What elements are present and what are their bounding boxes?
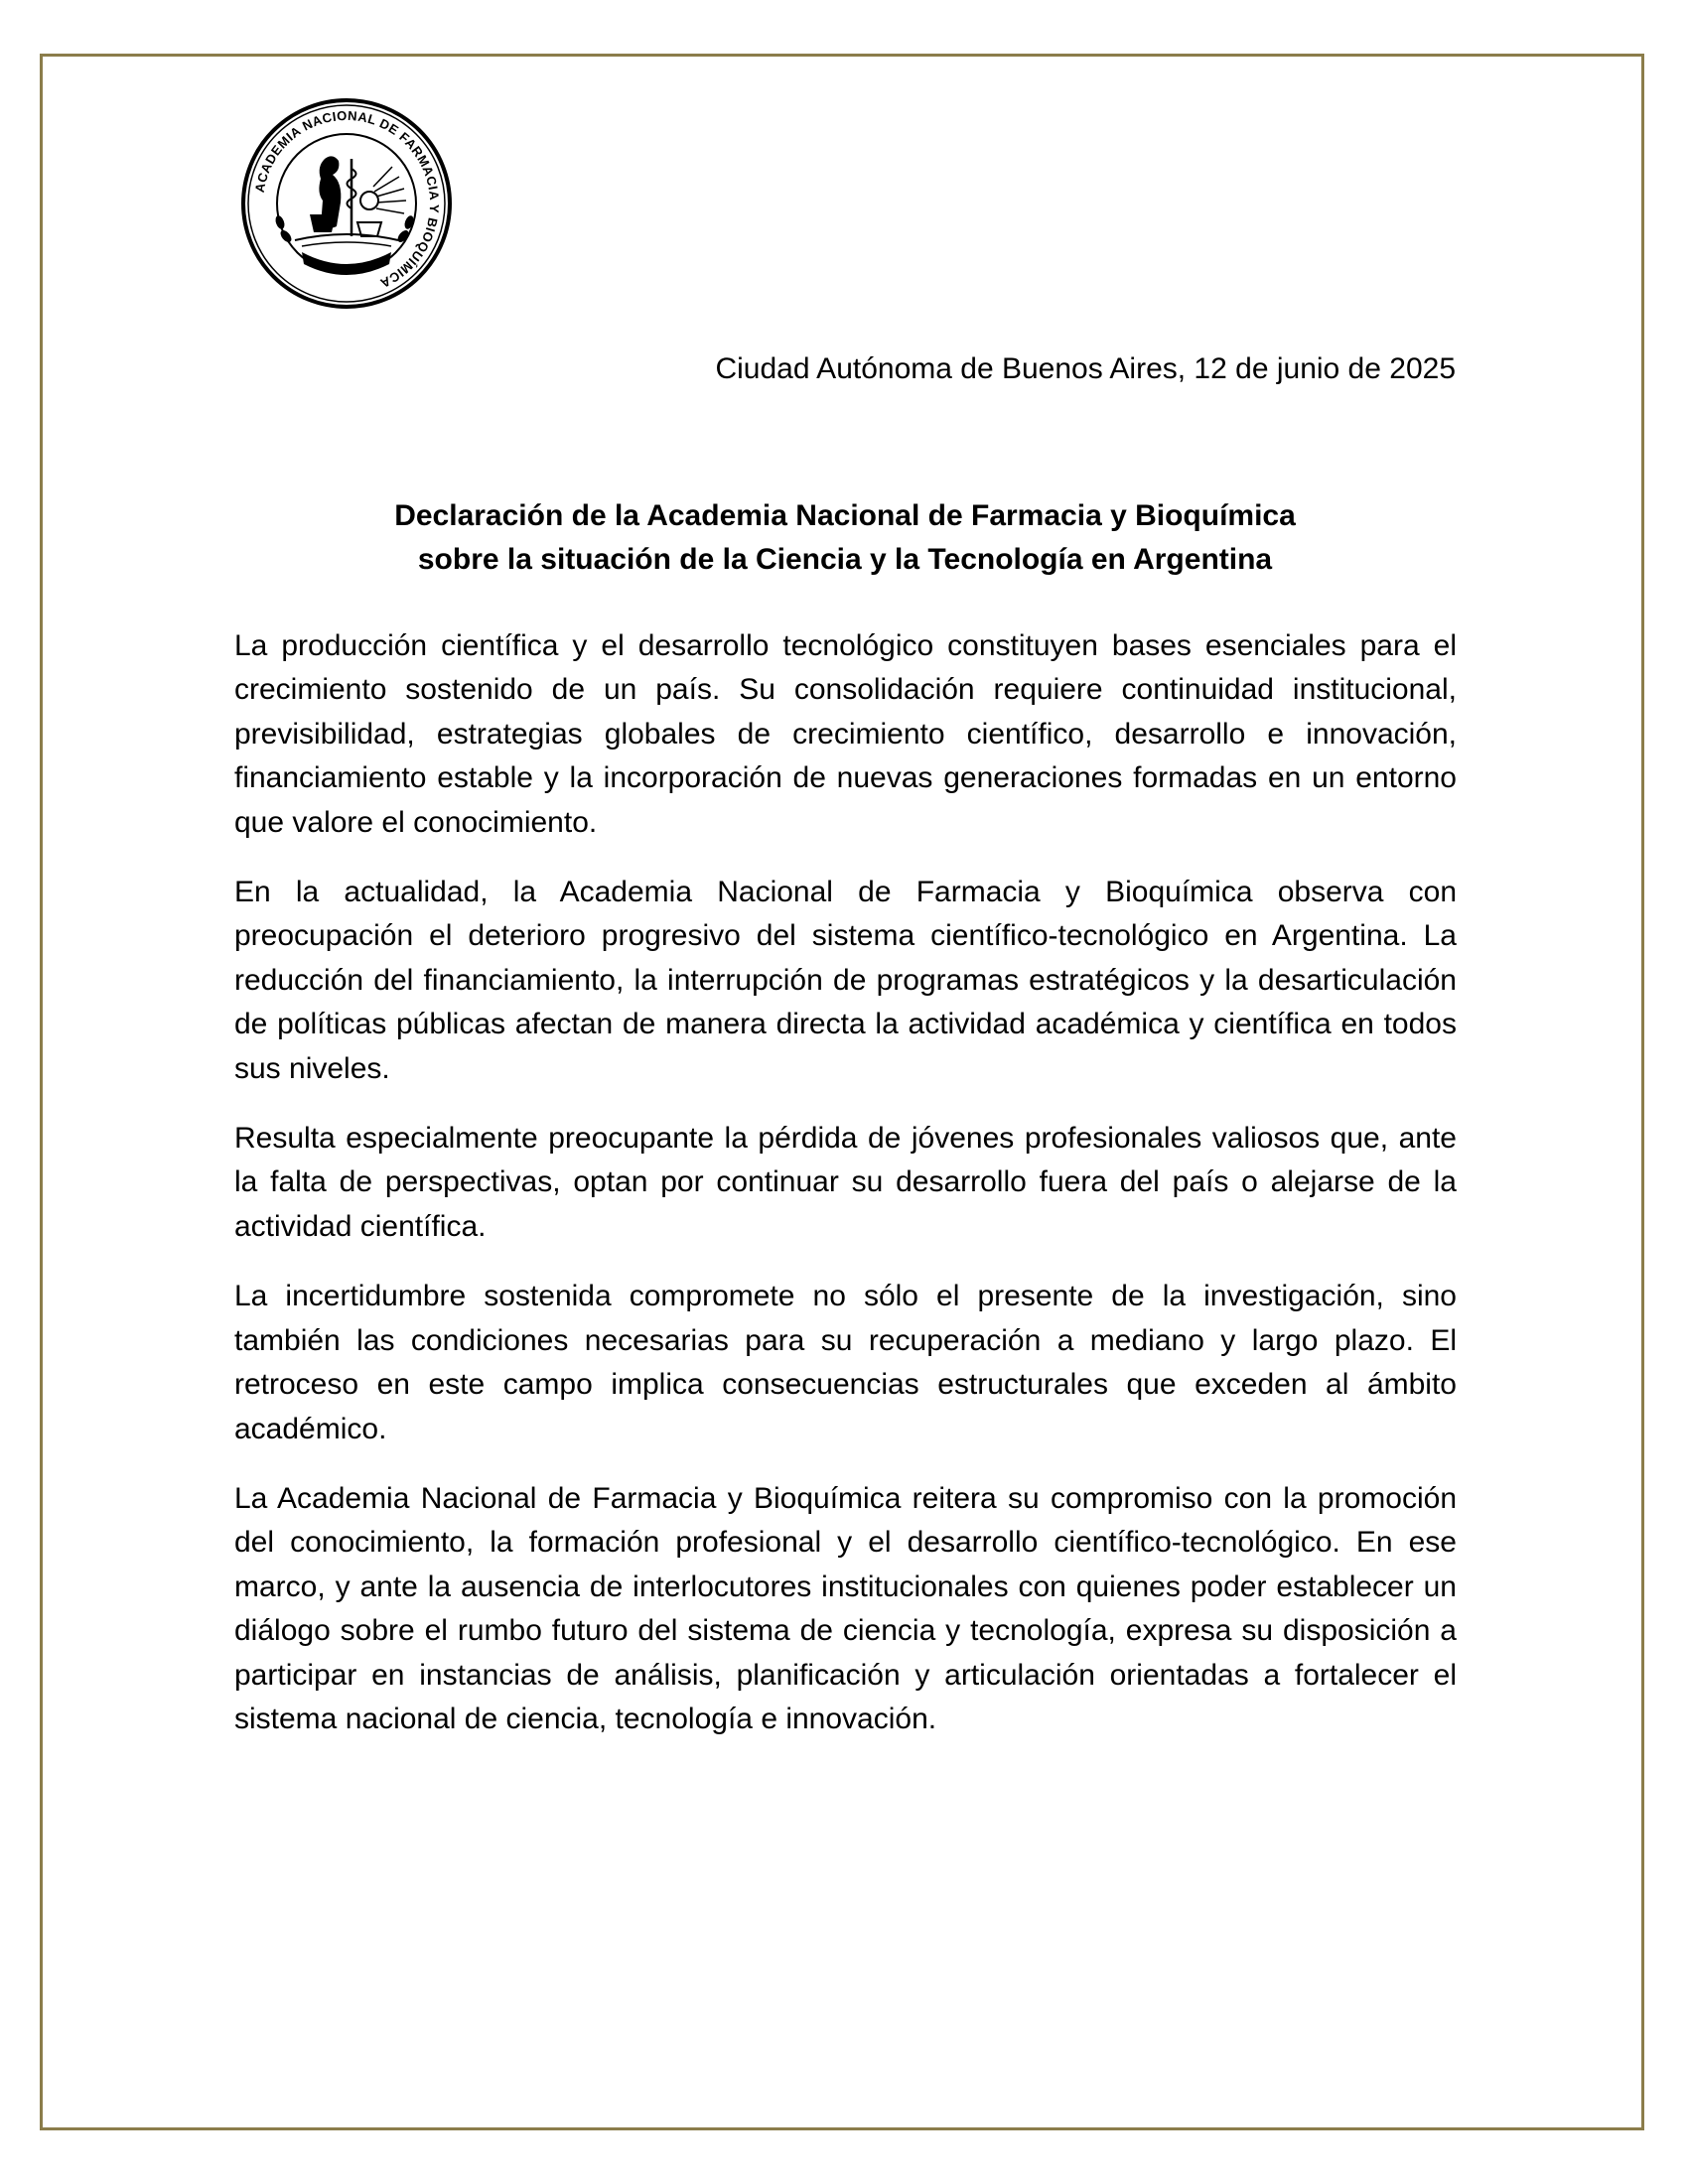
body-paragraph-2: En la actualidad, la Academia Nacional de Farmacia y Bioquímica observa con preocupación el deterioro progresivo del sistema científico-tecnológico en Argentina. La reducción del financiamiento, la interrupción de programas estratégicos y la desarticulación de políticas públicas afectan de manera directa la actividad académica y científica en todos sus niveles. [234,876,1457,1085]
title-line-1: Declaración de la Academia Nacional de Farmacia y Bioquímica [394,499,1296,532]
seal-ring-text: ACADEMIA NACIONAL DE FARMACIA Y BIOQUÍMICA [251,107,443,292]
document-date-line: Ciudad Autónoma de Buenos Aires, 12 de junio de 2025 [715,352,1456,385]
academy-seal-logo [240,97,453,310]
seal-date-text: 12 AGOSTO 1858 [310,247,383,265]
seal-graphic [240,97,453,310]
title-line-2: sobre la situación de la Ciencia y la Tecnología en Argentina [417,543,1273,576]
seal-emblem [274,156,415,246]
body-paragraph-5: La Academia Nacional de Farmacia y Bioquímica reitera su compromiso con la promoción del conocimiento, la formación profesional y el desarrollo científico-tecnológico. En ese marco, y ante la ausencia de interlocutores institucionales con quienes poder establecer un diálogo sobre el rumbo futuro del sistema de ciencia y tecnología, expresa su disposición a participar en instancias de análisis, planificación y articulación orientadas a fortalecer el sistema nacional de ciencia, tecnología e innovación. [234,1481,1457,1735]
declaration-title [234,494,1456,582]
body-paragraph-1: La producción científica y el desarrollo tecnológico constituyen bases esenciales para el crecimiento sostenido de un país. Su consolidación requiere continuidad institucional, previsibilidad, estrategias globales de crecimiento científico, desarrollo e innovación, financiamiento estable y la incorporación de nuevas generaciones formadas en un entorno que valore el conocimiento. [234,629,1457,839]
declaration-body [234,624,1457,1767]
body-paragraph-4: La incertidumbre sostenida compromete no sólo el presente de la investigación, sino también las condiciones necesarias para su recuperación a mediano y largo plazo. El retroceso en este campo implica consecuencias estructurales que exceden al ámbito académico. [234,1280,1457,1445]
body-paragraph-3: Resulta especialmente preocupante la pérdida de jóvenes profesionales valiosos que, ante la falta de perspectivas, optan por continuar su desarrollo fuera del país o alejarse de la actividad científica. [234,1122,1457,1243]
